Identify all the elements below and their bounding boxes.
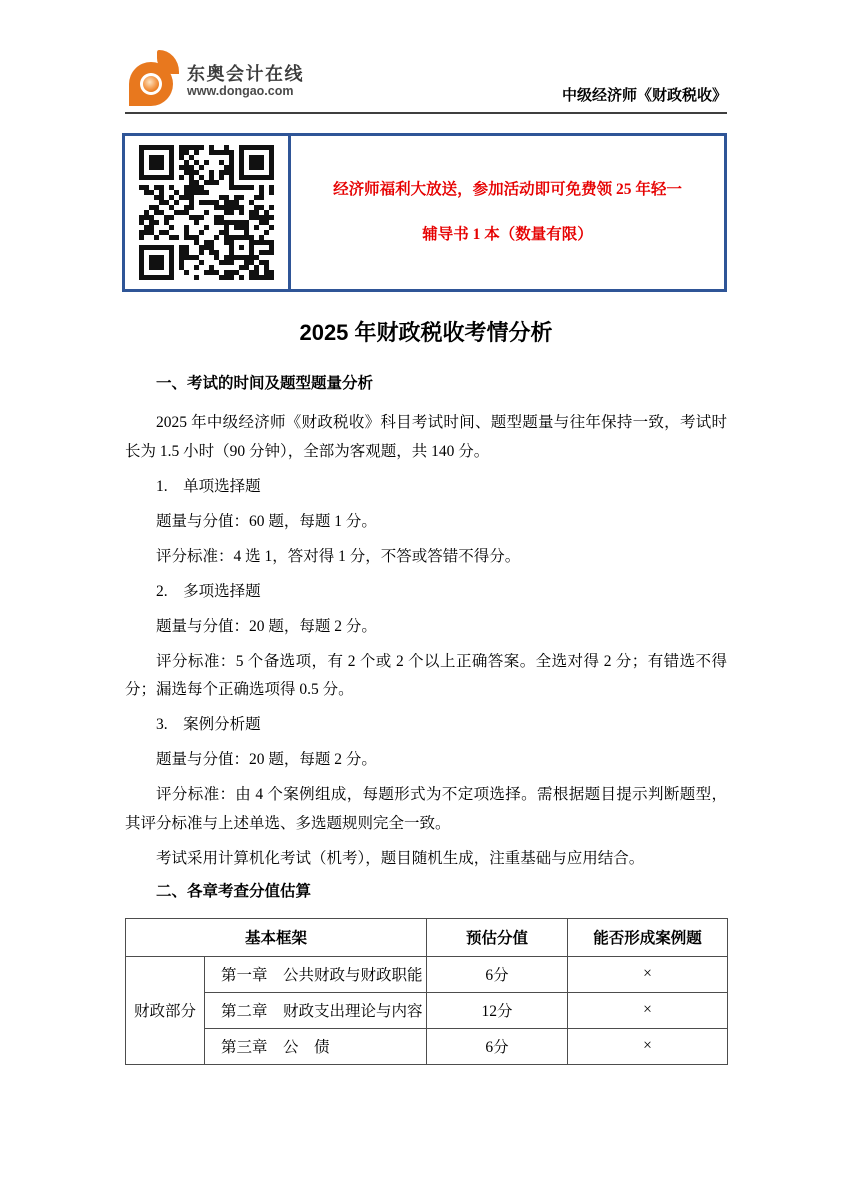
score-cell: 12分 (427, 992, 568, 1028)
paragraph: 题量与分值：20 题，每题 2 分。 (156, 751, 377, 768)
column-header-score: 预估分值 (427, 918, 568, 956)
table-header-row (126, 918, 728, 956)
column-header-framework: 基本框架 (126, 918, 427, 956)
course-label: 中级经济师《财政税收》 (561, 88, 727, 104)
logo-url: www.dongao.com (187, 84, 294, 98)
case-cell: × (568, 992, 728, 1028)
chapter-cell: 第二章 财政支出理论与内容 (205, 992, 427, 1028)
list-item: 1. 单项选择题 (156, 477, 261, 495)
page-title: 2025 年财政税收考情分析 (299, 320, 553, 345)
dongao-logo-icon (127, 50, 181, 108)
paragraph: 评分标准：5 个备选项，有 2 个或 2 个以上正确答案。全选对得 2 分；有错选不得分；漏选每个正确选项得 0.5 分。 (125, 652, 727, 698)
section-heading-1: 一、考试的时间及题型题量分析 (156, 375, 374, 392)
score-table (125, 918, 728, 1065)
paragraph: 题量与分值：60 题，每题 1 分。 (156, 512, 377, 530)
score-cell: 6分 (427, 956, 568, 992)
table-row (126, 1028, 728, 1064)
logo-title: 东奥会计在线 (187, 64, 304, 84)
section-heading-2: 二、各章考查分值估算 (156, 882, 312, 900)
group-label-cell: 财政部分 (126, 956, 205, 1064)
chapter-cell: 第三章 公 债 (205, 1028, 427, 1064)
paragraph: 评分标准：4 选 1，答对得 1 分，不答或答错不得分。 (156, 547, 521, 565)
column-header-case: 能否形成案例题 (568, 918, 728, 956)
promo-banner (122, 133, 727, 292)
document-body (125, 318, 727, 1065)
case-cell: × (568, 1028, 728, 1064)
paragraph: 2025 年中级经济师《财政税收》科目考试时间、题型题量与往年保持一致，考试时长为 1.5 小时（90 分钟），全部为客观题，共 140 分。 (125, 414, 727, 460)
header-divider (125, 112, 727, 114)
promo-line-1: 经济师福利大放送，参加活动即可免费领 25 年轻一 (333, 181, 682, 198)
paragraph: 评分标准：由 4 个案例组成，每题形式为不定项选择。需根据题目提示判断题型，其评分标准与上述单选、多选题规则完全一致。 (125, 786, 727, 832)
case-cell: × (568, 956, 728, 992)
score-cell: 6分 (427, 1028, 568, 1064)
promo-text-cell (291, 136, 724, 289)
paragraph: 题量与分值：20 题，每题 2 分。 (156, 617, 377, 635)
page-header (125, 52, 727, 114)
list-item: 2. 多项选择题 (156, 582, 261, 600)
logo-text (187, 50, 304, 99)
table-row (126, 992, 728, 1028)
paragraph: 考试采用计算机化考试（机考），题目随机生成，注重基础与应用结合。 (156, 849, 645, 867)
qr-cell (125, 136, 291, 289)
chapter-cell: 第一章 公共财政与财政职能 (205, 956, 427, 992)
list-item: 3. 案例分析题 (156, 716, 261, 733)
dongao-logo (127, 50, 304, 108)
table-row (126, 956, 728, 992)
qr-code (139, 145, 274, 280)
promo-line-2: 辅导书 1 本（数量有限） (422, 226, 593, 243)
